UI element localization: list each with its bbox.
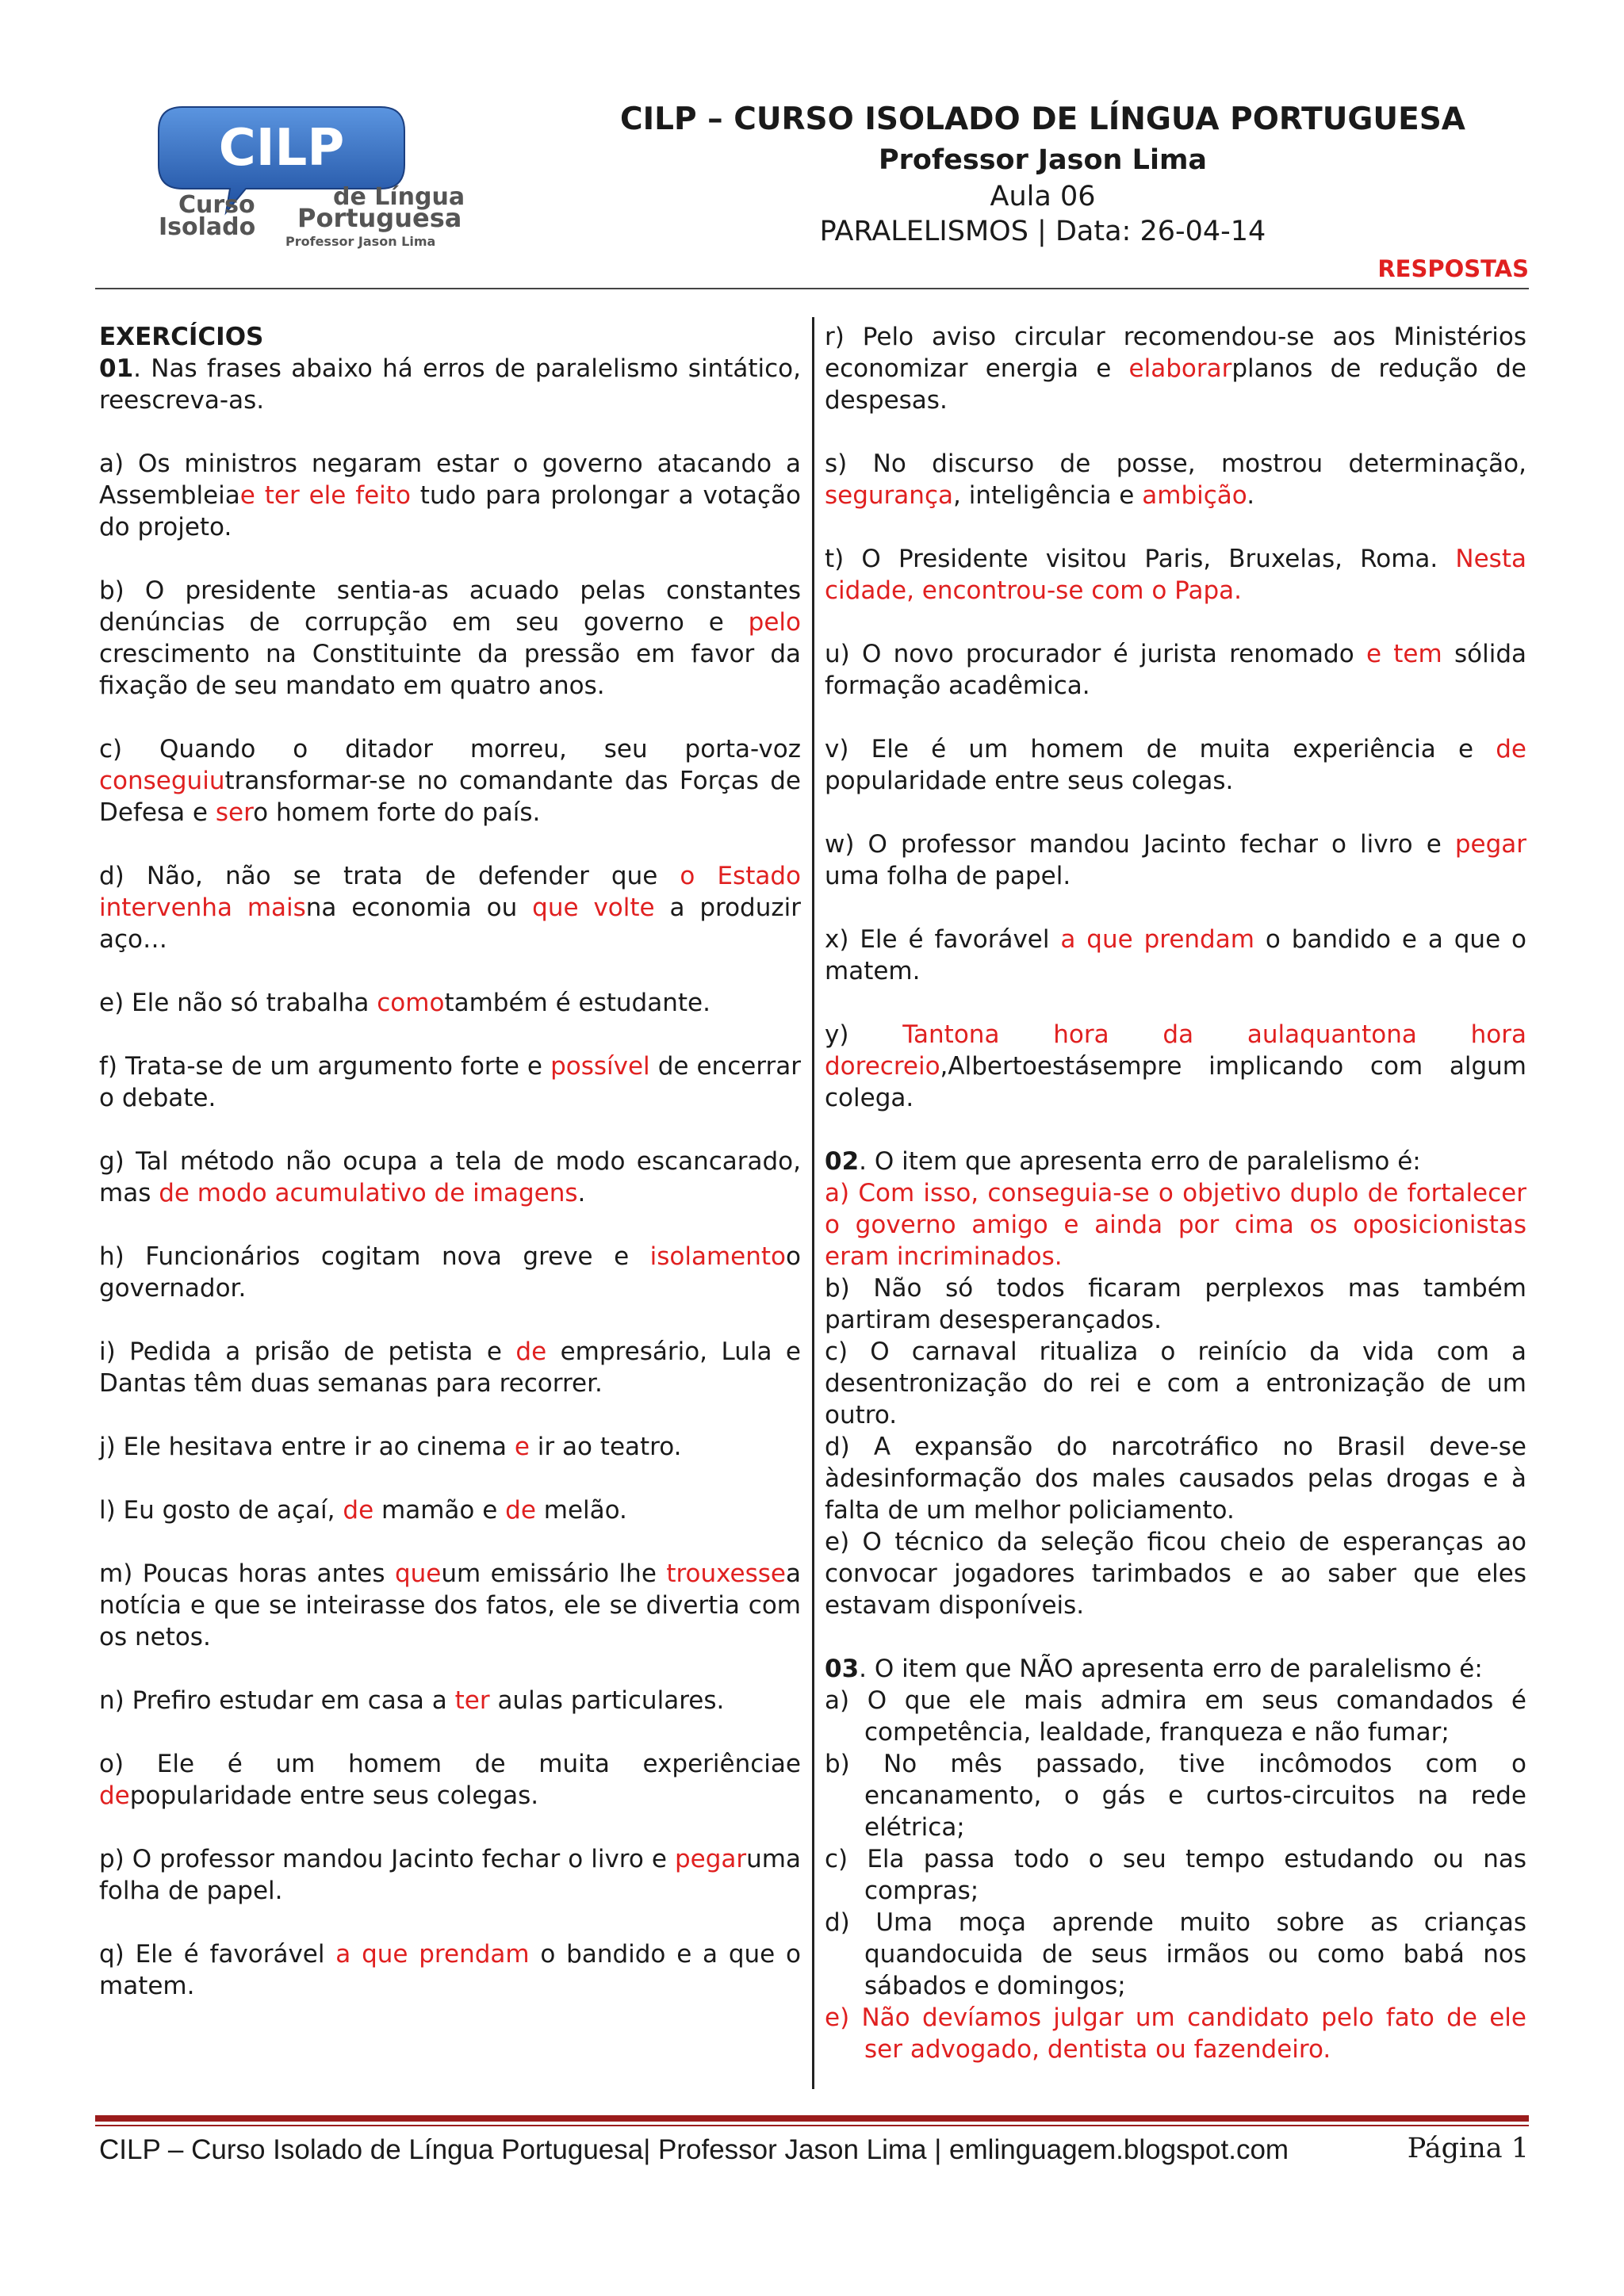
footer-text: CILP – Curso Isolado de Língua Portuguesa| Professor Jason Lima | emlinguagem.blogspot.com (99, 2134, 1289, 2165)
q3-option-d: d) Uma moça aprende muito sobre as crianças quandocuida de seus irmãos ou como babá nos sábados e domingos; (825, 1908, 1526, 2000)
footer-rule-thin (95, 2125, 1529, 2126)
lesson-topic: PARALELISMOS | Data: 26-04-14 (819, 216, 1266, 247)
svg-text:Portuguesa: Portuguesa (297, 203, 462, 233)
respostas-label: RESPOSTAS (1377, 255, 1529, 282)
lesson-number: Aula 06 (990, 181, 1096, 212)
q3-option-e: e) Não devíamos julgar um candidato pelo fato de ele ser advogado, dentista ou fazendeiro. (825, 2003, 1526, 2064)
item-j: j) Ele hesitava entre ir ao cinema e ir ao teatro. (99, 1433, 682, 1461)
page-number: Página 1 (1407, 2133, 1529, 2164)
svg-text:Professor Jason Lima: Professor Jason Lima (285, 234, 436, 249)
item-e: e) Ele não só trabalha comotambém é estudante. (99, 989, 710, 1017)
item-i: i) Pedida a prisão de petista e de empresário, Lula e Dantas têm duas semanas para recorrer. (99, 1337, 802, 1398)
item-o: o) Ele é um homem de muita experiênciae depopularidade entre seus colegas. (99, 1750, 801, 1810)
q2-option-d: d) A expansão do narcotráfico no Brasil deve-se àdesinformação dos males causados pelas drogas e à falta de um melhor policiamento. (825, 1433, 1526, 1525)
column-divider (812, 317, 814, 2089)
left-column (99, 321, 801, 2034)
item-r: r) Pelo aviso circular recomendou-se aos Ministérios economizar energia e elaborarplanos de redução de despesas. (825, 323, 1526, 415)
question-2: 02. O item que apresenta erro de paralelismo é: (825, 1147, 1421, 1176)
item-d: d) Não, não se trata de defender que o Estado intervenha maisna economia ou que volte a produzir aço… (99, 862, 801, 954)
cilp-logo (151, 95, 563, 254)
item-l: l) Eu gosto de açaí, de mamão e de melão. (99, 1496, 627, 1525)
q2-option-e: e) O técnico da seleção ficou cheio de esperanças ao convocar jogadores tarimbados e ao saber que eles estavam disponíveis. (825, 1528, 1526, 1620)
item-x: x) Ele é favorável a que prendam o bandido e a que o matem. (825, 925, 1527, 985)
item-s: s) No discurso de posse, mostrou determinação, segurança, inteligência e ambição. (825, 450, 1526, 510)
item-a: a) Os ministros negaram estar o governo atacando a Assembleiae ter ele feito tudo para prolongar a votação do projeto. (99, 450, 801, 541)
item-m: m) Poucas horas antes queum emissário lhe trouxessea notícia e que se inteirasse dos fatos, ele se divertia com os netos. (99, 1559, 801, 1651)
right-column (825, 321, 1526, 2065)
item-y: y) Tantona hora da aulaquantona hora dorecreio,Albertoestásempre implicando com algum colega. (825, 1020, 1526, 1112)
q3-option-c: c) Ela passa todo o seu tempo estudando ou nas compras; (825, 1845, 1526, 1905)
item-c: c) Quando o ditador morreu, seu porta-voz conseguiutransformar-se no comandante das Forças de Defesa e sero homem forte do país. (99, 735, 801, 827)
svg-text:Curso: Curso (178, 191, 255, 219)
item-b: b) O presidente sentia-as acuado pelas constantes denúncias de corrupção em seu governo e pelo crescimento na Constituinte da pressão em favor da fixação de seu mandato em quatro anos. (99, 576, 801, 700)
professor-name: Professor Jason Lima (878, 144, 1208, 176)
q2-option-a: a) Com isso, conseguia-se o objetivo duplo de fortalecer o governo amigo e ainda por cima os oposicionistas eram incriminados. (825, 1179, 1526, 1271)
q3-option-a: a) O que ele mais admira em seus comandados é competência, lealdade, franqueza e não fumar; (825, 1686, 1526, 1747)
svg-text:de Língua: de Língua (333, 183, 465, 211)
item-f: f) Trata-se de um argumento forte e possível de encerrar o debate. (99, 1052, 802, 1112)
item-n: n) Prefiro estudar em casa a ter aulas particulares. (99, 1686, 725, 1715)
header-divider (95, 288, 1529, 289)
svg-text:Isolado: Isolado (159, 213, 256, 241)
q2-option-c: c) O carnaval ritualiza o reinício da vida com a desentronização do rei e com a entronização de um outro. (825, 1337, 1526, 1429)
item-g: g) Tal método não ocupa a tela de modo escancarado, mas de modo acumulativo de imagens. (99, 1147, 801, 1207)
exercises-heading: EXERCÍCIOS (99, 323, 264, 351)
item-q: q) Ele é favorável a que prendam o bandido e a que o matem. (99, 1940, 801, 2000)
q3-option-b: b) No mês passado, tive incômodos com o encanamento, o gás e curtos-circuitos na rede elétrica; (825, 1750, 1526, 1842)
q2-option-b: b) Não só todos ficaram perplexos mas também partiram desesperançados. (825, 1274, 1526, 1334)
item-v: v) Ele é um homem de muita experiência e de popularidade entre seus colegas. (825, 735, 1526, 795)
question-1: 01. Nas frases abaixo há erros de paralelismo sintático, reescreva-as. (99, 354, 801, 415)
item-w: w) O professor mandou Jacinto fechar o livro e pegar uma folha de papel. (825, 830, 1526, 890)
item-h: h) Funcionários cogitam nova greve e isolamentoo governador. (99, 1242, 801, 1303)
svg-text:CILP: CILP (218, 119, 345, 178)
item-u: u) O novo procurador é jurista renomado e tem sólida formação acadêmica. (825, 640, 1526, 700)
item-t: t) O Presidente visitou Paris, Bruxelas, Roma. Nesta cidade, encontrou-se com o Papa. (825, 545, 1526, 605)
footer-rule-thick (95, 2115, 1529, 2122)
item-p: p) O professor mandou Jacinto fechar o livro e pegaruma folha de papel. (99, 1845, 801, 1905)
page-title: CILP – CURSO ISOLADO DE LÍNGUA PORTUGUESA (620, 101, 1465, 137)
question-3: 03. O item que NÃO apresenta erro de paralelismo é: (825, 1655, 1483, 1683)
